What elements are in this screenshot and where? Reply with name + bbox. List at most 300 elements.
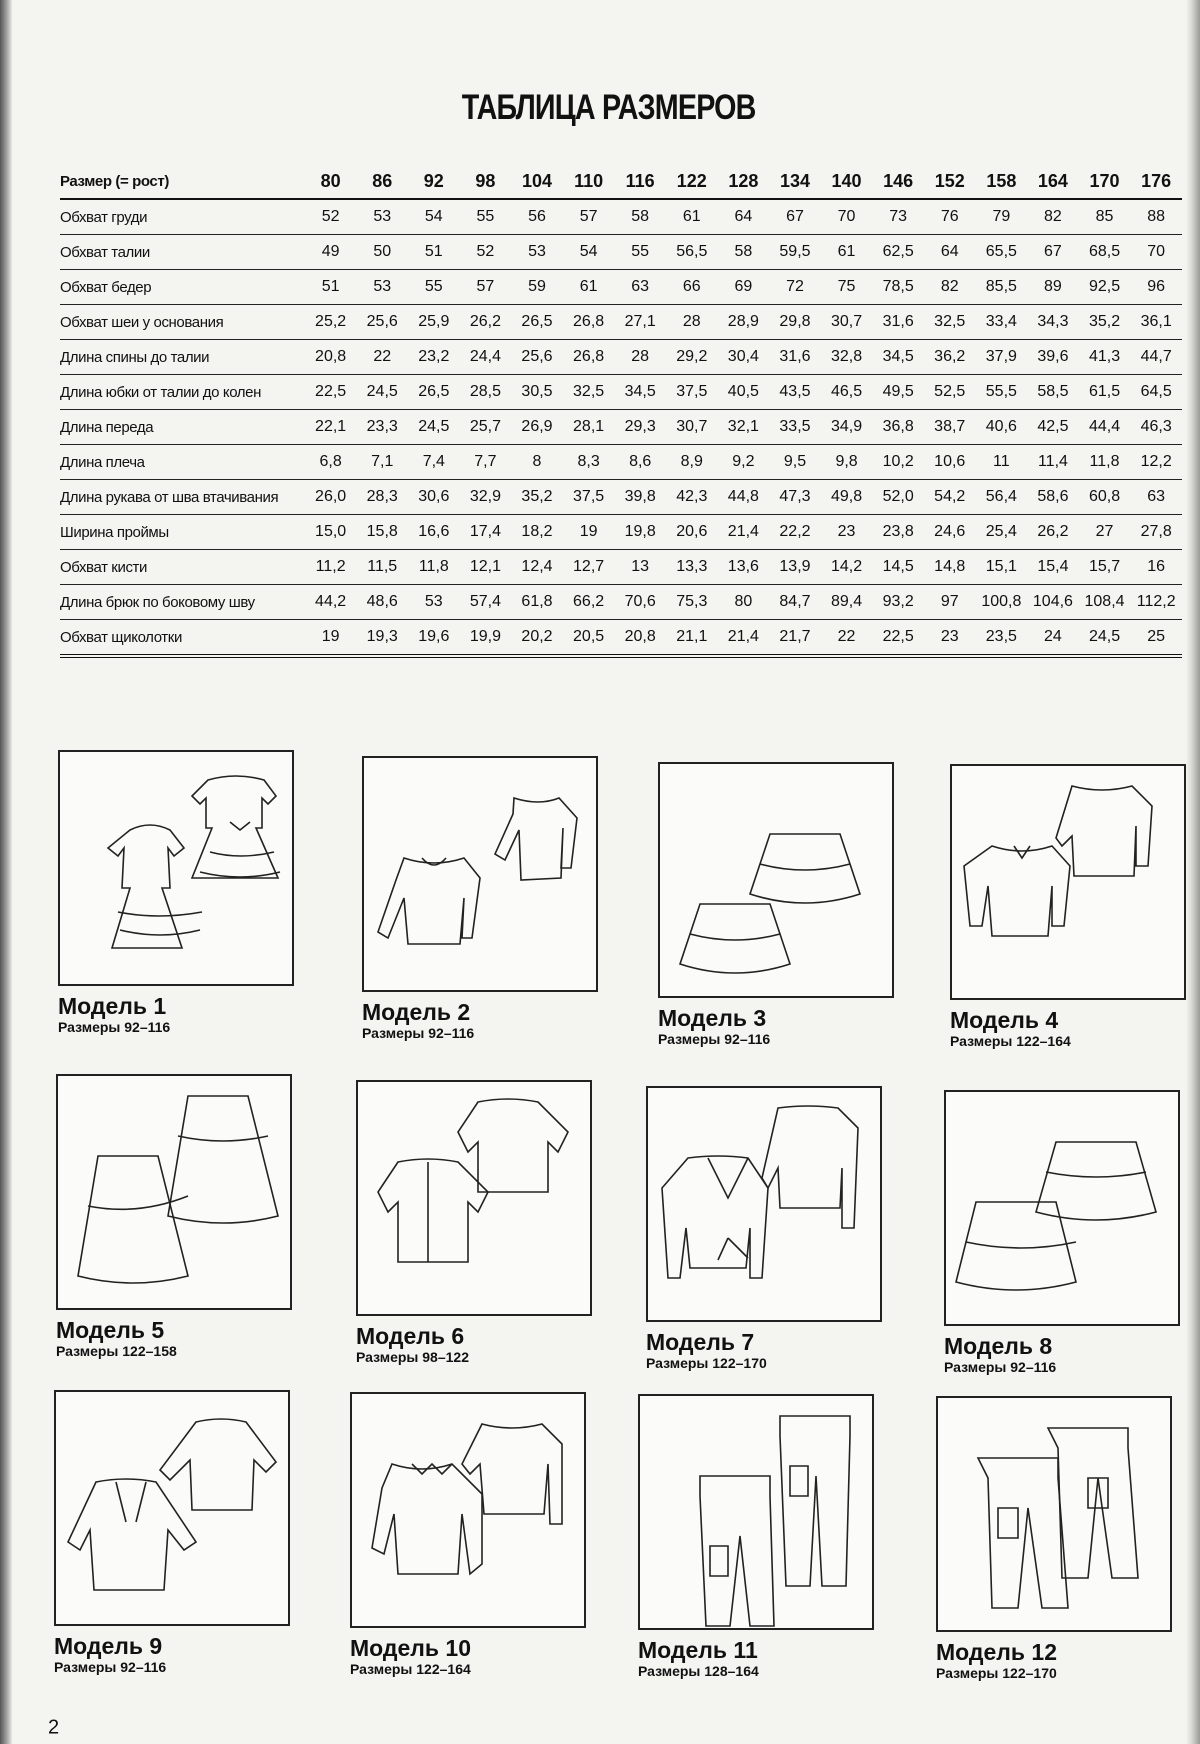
model-name: Модель 10 [350, 1635, 472, 1661]
table-cell: 52 [305, 199, 357, 235]
model-illustration [362, 756, 598, 992]
table-cell: 85 [1079, 199, 1131, 235]
table-cell: 38,7 [924, 410, 976, 445]
table-cell: 62,5 [872, 235, 924, 270]
blouse-sketch-icon [952, 766, 1184, 998]
table-cell: 9,8 [821, 445, 873, 480]
model-illustration [54, 1390, 290, 1626]
table-cell: 21,7 [769, 620, 821, 657]
table-cell: 66,2 [563, 585, 615, 620]
model-name: Модель 1 [58, 993, 167, 1019]
table-cell: 44,7 [1130, 340, 1182, 375]
row-label: Обхват кисти [60, 550, 305, 585]
table-cell: 32,1 [718, 410, 770, 445]
table-cell: 19,3 [356, 620, 408, 657]
table-cell: 39,6 [1027, 340, 1079, 375]
model-card [356, 1080, 596, 1366]
table-cell: 25,9 [408, 305, 460, 340]
row-label: Длина юбки от талии до колен [60, 375, 305, 410]
row-label: Длина брюк по боковому шву [60, 585, 305, 620]
table-cell: 22 [821, 620, 873, 657]
table-cell: 11,4 [1027, 445, 1079, 480]
table-cell: 42,5 [1027, 410, 1079, 445]
size-header: 158 [976, 164, 1028, 199]
table-cell: 25,6 [356, 305, 408, 340]
model-card [54, 1390, 294, 1676]
table-cell: 54 [408, 199, 460, 235]
table-row [60, 480, 1182, 515]
table-cell: 30,4 [718, 340, 770, 375]
table-cell: 23,3 [356, 410, 408, 445]
model-sizes: Размеры 98–122 [356, 1349, 469, 1365]
table-cell: 40,6 [976, 410, 1028, 445]
size-header: 98 [460, 164, 512, 199]
table-cell: 33,4 [976, 305, 1028, 340]
model-illustration [58, 750, 294, 986]
table-cell: 97 [924, 585, 976, 620]
table-cell: 72 [769, 270, 821, 305]
table-cell: 20,5 [563, 620, 615, 657]
table-cell: 21,4 [718, 515, 770, 550]
table-cell: 15,7 [1079, 550, 1131, 585]
table-cell: 20,2 [511, 620, 563, 657]
table-cell: 13,3 [666, 550, 718, 585]
table-cell: 53 [511, 235, 563, 270]
table-cell: 50 [356, 235, 408, 270]
skirt-sketch-icon [660, 764, 892, 996]
model-sizes: Размеры 128–164 [638, 1663, 759, 1679]
table-cell: 63 [1130, 480, 1182, 515]
size-header: 140 [821, 164, 873, 199]
table-cell: 68,5 [1079, 235, 1131, 270]
table-cell: 53 [408, 585, 460, 620]
table-cell: 24 [1027, 620, 1079, 657]
model-card [362, 756, 602, 1042]
table-cell: 55,5 [976, 375, 1028, 410]
table-cell: 100,8 [976, 585, 1028, 620]
table-cell: 24,5 [408, 410, 460, 445]
long-skirt-sketch-icon [58, 1076, 290, 1308]
table-cell: 29,3 [614, 410, 666, 445]
page-edge-shadow [0, 0, 12, 1744]
table-cell: 18,2 [511, 515, 563, 550]
table-cell: 52 [460, 235, 512, 270]
table-cell: 11,2 [305, 550, 357, 585]
table-cell: 20,8 [305, 340, 357, 375]
table-cell: 19 [305, 620, 357, 657]
table-cell: 57 [460, 270, 512, 305]
table-cell: 63 [614, 270, 666, 305]
table-cell: 20,8 [614, 620, 666, 657]
table-cell: 89 [1027, 270, 1079, 305]
row-label: Обхват шеи у основания [60, 305, 305, 340]
model-card [646, 1086, 886, 1372]
row-label: Длина спины до талии [60, 340, 305, 375]
table-cell: 9,5 [769, 445, 821, 480]
table-cell: 26,8 [563, 340, 615, 375]
table-cell: 27 [1079, 515, 1131, 550]
table-cell: 28,1 [563, 410, 615, 445]
table-cell: 22 [356, 340, 408, 375]
table-cell: 65,5 [976, 235, 1028, 270]
table-cell: 104,6 [1027, 585, 1079, 620]
table-cell: 26,2 [460, 305, 512, 340]
table-cell: 28,3 [356, 480, 408, 515]
table-cell: 32,9 [460, 480, 512, 515]
model-name: Модель 2 [362, 999, 471, 1025]
table-cell: 25,7 [460, 410, 512, 445]
table-cell: 12,2 [1130, 445, 1182, 480]
table-cell: 14,2 [821, 550, 873, 585]
size-header: 122 [666, 164, 718, 199]
model-sizes: Размеры 122–170 [646, 1355, 767, 1371]
size-header: 176 [1130, 164, 1182, 199]
table-cell: 23 [924, 620, 976, 657]
table-cell: 34,3 [1027, 305, 1079, 340]
table-cell: 30,5 [511, 375, 563, 410]
table-cell: 25,6 [511, 340, 563, 375]
size-header: 170 [1079, 164, 1131, 199]
table-cell: 13,9 [769, 550, 821, 585]
table-cell: 92,5 [1079, 270, 1131, 305]
model-card [950, 764, 1190, 1050]
table-cell: 35,2 [1079, 305, 1131, 340]
top-sketch-icon [364, 758, 596, 990]
table-cell: 49 [305, 235, 357, 270]
table-cell: 14,8 [924, 550, 976, 585]
table-cell: 8,9 [666, 445, 718, 480]
row-label: Обхват груди [60, 199, 305, 235]
table-cell: 27,8 [1130, 515, 1182, 550]
page-title: ТАБЛИЦА РАЗМЕРОВ [461, 88, 756, 127]
table-row [60, 340, 1182, 375]
table-cell: 20,6 [666, 515, 718, 550]
page-number: 2 [48, 1716, 60, 1739]
row-label: Длина рукава от шва втачивания [60, 480, 305, 515]
table-cell: 34,9 [821, 410, 873, 445]
model-card [944, 1090, 1184, 1376]
table-cell: 93,2 [872, 585, 924, 620]
tunic-sketch-icon [56, 1392, 288, 1624]
table-cell: 15,0 [305, 515, 357, 550]
table-cell: 26,9 [511, 410, 563, 445]
table-row [60, 375, 1182, 410]
table-cell: 70,6 [614, 585, 666, 620]
table-cell: 39,8 [614, 480, 666, 515]
table-cell: 29,8 [769, 305, 821, 340]
table-cell: 11,8 [408, 550, 460, 585]
model-card [56, 1074, 296, 1360]
table-cell: 48,6 [356, 585, 408, 620]
model-illustration [350, 1392, 586, 1628]
table-cell: 21,1 [666, 620, 718, 657]
table-cell: 25 [1130, 620, 1182, 657]
size-header: 104 [511, 164, 563, 199]
table-cell: 11,5 [356, 550, 408, 585]
table-cell: 44,4 [1079, 410, 1131, 445]
table-cell: 55 [408, 270, 460, 305]
model-sizes: Размеры 92–116 [58, 1019, 171, 1035]
row-label: Длина плеча [60, 445, 305, 480]
table-cell: 26,0 [305, 480, 357, 515]
table-cell: 56,4 [976, 480, 1028, 515]
table-cell: 23,2 [408, 340, 460, 375]
table-cell: 46,3 [1130, 410, 1182, 445]
table-cell: 10,2 [872, 445, 924, 480]
size-header: 134 [769, 164, 821, 199]
table-cell: 52,0 [872, 480, 924, 515]
table-cell: 42,3 [666, 480, 718, 515]
table-cell: 54 [563, 235, 615, 270]
table-cell: 69 [718, 270, 770, 305]
table-cell: 31,6 [769, 340, 821, 375]
table-cell: 82 [924, 270, 976, 305]
dress-sketch-icon [60, 752, 292, 984]
model-name: Модель 3 [658, 1005, 767, 1031]
table-cell: 49,5 [872, 375, 924, 410]
table-cell: 24,5 [356, 375, 408, 410]
table-cell: 57,4 [460, 585, 512, 620]
table-cell: 25,4 [976, 515, 1028, 550]
table-cell: 30,7 [666, 410, 718, 445]
table-cell: 7,4 [408, 445, 460, 480]
table-cell: 89,4 [821, 585, 873, 620]
table-cell: 60,8 [1079, 480, 1131, 515]
model-name: Модель 8 [944, 1333, 1053, 1359]
table-cell: 30,6 [408, 480, 460, 515]
table-cell: 61,5 [1079, 375, 1131, 410]
table-cell: 61 [563, 270, 615, 305]
table-cell: 76 [924, 199, 976, 235]
table-row [60, 410, 1182, 445]
table-cell: 58 [718, 235, 770, 270]
wrap-top-sketch-icon [648, 1088, 880, 1320]
table-cell: 22,1 [305, 410, 357, 445]
model-card [658, 762, 898, 1048]
row-label: Длина переда [60, 410, 305, 445]
table-cell: 84,7 [769, 585, 821, 620]
row-label: Обхват бедер [60, 270, 305, 305]
size-header: 110 [563, 164, 615, 199]
table-cell: 64,5 [1130, 375, 1182, 410]
table-cell: 61 [666, 199, 718, 235]
table-cell: 26,5 [511, 305, 563, 340]
model-illustration [56, 1074, 292, 1310]
pants-sketch-icon [938, 1398, 1170, 1630]
table-cell: 59 [511, 270, 563, 305]
table-cell: 67 [1027, 235, 1079, 270]
table-cell: 30,7 [821, 305, 873, 340]
size-header: 86 [356, 164, 408, 199]
table-cell: 31,6 [872, 305, 924, 340]
model-sizes: Размеры 92–116 [944, 1359, 1057, 1375]
model-illustration [638, 1394, 874, 1630]
table-cell: 55 [460, 199, 512, 235]
table-cell: 52,5 [924, 375, 976, 410]
table-cell: 73 [872, 199, 924, 235]
table-cell: 36,2 [924, 340, 976, 375]
table-cell: 47,3 [769, 480, 821, 515]
table-cell: 79 [976, 199, 1028, 235]
table-cell: 16 [1130, 550, 1182, 585]
table-cell: 28,5 [460, 375, 512, 410]
table-row [60, 620, 1182, 657]
table-cell: 26,2 [1027, 515, 1079, 550]
table-cell: 35,2 [511, 480, 563, 515]
table-cell: 78,5 [872, 270, 924, 305]
table-cell: 44,8 [718, 480, 770, 515]
table-cell: 26,5 [408, 375, 460, 410]
table-cell: 27,1 [614, 305, 666, 340]
table-cell: 40,5 [718, 375, 770, 410]
model-name: Модель 12 [936, 1639, 1058, 1665]
table-cell: 29,2 [666, 340, 718, 375]
table-cell: 14,5 [872, 550, 924, 585]
table-cell: 37,5 [563, 480, 615, 515]
table-cell: 19,8 [614, 515, 666, 550]
table-cell: 24,6 [924, 515, 976, 550]
model-name: Модель 11 [638, 1637, 758, 1663]
cargo-pants-sketch-icon [640, 1396, 872, 1628]
table-cell: 25,2 [305, 305, 357, 340]
model-name: Модель 4 [950, 1007, 1059, 1033]
table-cell: 44,2 [305, 585, 357, 620]
table-cell: 53 [356, 270, 408, 305]
table-row [60, 550, 1182, 585]
table-cell: 85,5 [976, 270, 1028, 305]
table-cell: 8,6 [614, 445, 666, 480]
table-cell: 70 [821, 199, 873, 235]
table-cell: 6,8 [305, 445, 357, 480]
model-name: Модель 6 [356, 1323, 465, 1349]
table-cell: 12,7 [563, 550, 615, 585]
model-card [58, 750, 298, 1036]
table-cell: 34,5 [872, 340, 924, 375]
size-header: 164 [1027, 164, 1079, 199]
table-cell: 19 [563, 515, 615, 550]
table-row [60, 305, 1182, 340]
size-header: 128 [718, 164, 770, 199]
model-name: Модель 7 [646, 1329, 755, 1355]
table-cell: 70 [1130, 235, 1182, 270]
table-cell: 75 [821, 270, 873, 305]
row-label: Ширина проймы [60, 515, 305, 550]
table-cell: 36,8 [872, 410, 924, 445]
table-cell: 36,1 [1130, 305, 1182, 340]
table-cell: 46,5 [821, 375, 873, 410]
table-cell: 64 [924, 235, 976, 270]
table-cell: 23,5 [976, 620, 1028, 657]
peasant-blouse-sketch-icon [352, 1394, 584, 1626]
table-header-row [60, 164, 1182, 199]
table-cell: 54,2 [924, 480, 976, 515]
table-cell: 37,5 [666, 375, 718, 410]
table-row [60, 585, 1182, 620]
table-cell: 32,5 [924, 305, 976, 340]
model-card [936, 1396, 1176, 1682]
table-cell: 26,8 [563, 305, 615, 340]
table-cell: 61,8 [511, 585, 563, 620]
table-row [60, 445, 1182, 480]
table-cell: 22,5 [305, 375, 357, 410]
size-header: 116 [614, 164, 666, 199]
model-sizes: Размеры 122–170 [936, 1665, 1057, 1681]
table-cell: 43,5 [769, 375, 821, 410]
table-cell: 59,5 [769, 235, 821, 270]
table-cell: 15,1 [976, 550, 1028, 585]
table-cell: 82 [1027, 199, 1079, 235]
header-label: Размер (= рост) [60, 164, 305, 199]
table-cell: 75,3 [666, 585, 718, 620]
table-cell: 61 [821, 235, 873, 270]
table-cell: 51 [305, 270, 357, 305]
table-cell: 55 [614, 235, 666, 270]
table-cell: 21,4 [718, 620, 770, 657]
table-cell: 108,4 [1079, 585, 1131, 620]
table-cell: 32,8 [821, 340, 873, 375]
table-cell: 28 [666, 305, 718, 340]
table-cell: 80 [718, 585, 770, 620]
table-cell: 51 [408, 235, 460, 270]
table-cell: 57 [563, 199, 615, 235]
model-name: Модель 9 [54, 1633, 163, 1659]
table-row [60, 235, 1182, 270]
table-cell: 56,5 [666, 235, 718, 270]
model-illustration [950, 764, 1186, 1000]
table-row [60, 199, 1182, 235]
table-row [60, 270, 1182, 305]
tiered-skirt-sketch-icon [946, 1092, 1178, 1324]
table-cell: 28,9 [718, 305, 770, 340]
table-cell: 58,5 [1027, 375, 1079, 410]
model-sizes: Размеры 92–116 [362, 1025, 475, 1041]
table-cell: 32,5 [563, 375, 615, 410]
table-cell: 58,6 [1027, 480, 1079, 515]
model-illustration [658, 762, 894, 998]
table-cell: 24,5 [1079, 620, 1131, 657]
table-cell: 28 [614, 340, 666, 375]
table-cell: 23 [821, 515, 873, 550]
model-illustration [936, 1396, 1172, 1632]
row-label: Обхват щиколотки [60, 620, 305, 657]
size-header: 152 [924, 164, 976, 199]
table-cell: 11 [976, 445, 1028, 480]
row-label: Обхват талии [60, 235, 305, 270]
table-cell: 23,8 [872, 515, 924, 550]
table-cell: 15,8 [356, 515, 408, 550]
model-card [638, 1394, 878, 1680]
table-cell: 96 [1130, 270, 1182, 305]
table-cell: 88 [1130, 199, 1182, 235]
table-cell: 22,5 [872, 620, 924, 657]
model-name: Модель 5 [56, 1317, 165, 1343]
table-cell: 13 [614, 550, 666, 585]
table-cell: 13,6 [718, 550, 770, 585]
table-cell: 24,4 [460, 340, 512, 375]
table-cell: 58 [614, 199, 666, 235]
table-cell: 8 [511, 445, 563, 480]
table-cell: 19,6 [408, 620, 460, 657]
table-cell: 56 [511, 199, 563, 235]
table-cell: 34,5 [614, 375, 666, 410]
table-cell: 12,4 [511, 550, 563, 585]
table-cell: 64 [718, 199, 770, 235]
table-cell: 12,1 [460, 550, 512, 585]
table-cell: 41,3 [1079, 340, 1131, 375]
table-cell: 67 [769, 199, 821, 235]
size-header: 146 [872, 164, 924, 199]
table-cell: 22,2 [769, 515, 821, 550]
